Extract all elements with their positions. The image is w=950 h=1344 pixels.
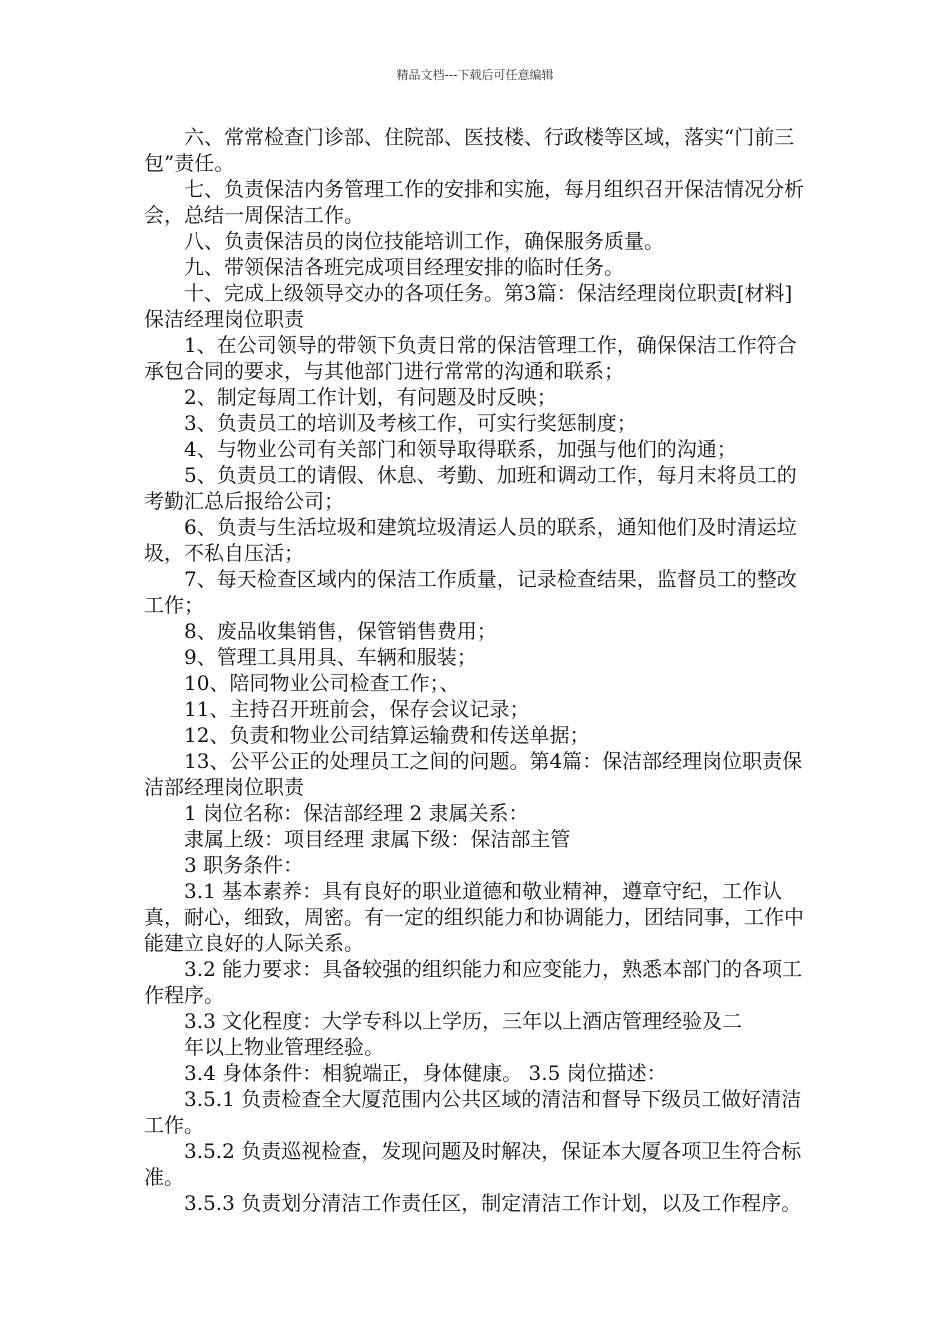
paragraph: 六、常常检查门诊部、住院部、医技楼、行政楼等区域，落实“门前三包”责任。 bbox=[144, 125, 795, 175]
paragraph: 年以上物业管理经验。 bbox=[184, 1035, 384, 1059]
paragraph: 九、带领保洁各班完成项目经理安排的临时任务。 bbox=[184, 255, 624, 279]
paragraph: 3.2 能力要求：具备较强的组织能力和应变能力，熟悉本部门的各项工作程序。 bbox=[144, 957, 803, 1007]
paragraph: 3.1 基本素养：具有良好的职业道德和敬业精神，遵章守纪，工作认真，耐心，细致，周密。有一定的组织能力和协调能力，团结同事，工作中能建立良好的人际关系。 bbox=[144, 879, 804, 955]
paragraph: 七、负责保洁内务管理工作的安排和实施，每月组织召开保洁情况分析会，总结一周保洁工作。 bbox=[144, 177, 804, 227]
paragraph: 12、负责和物业公司结算运输费和传送单据； bbox=[184, 723, 590, 747]
paragraph: 3 职务条件： bbox=[184, 853, 304, 877]
paragraph: 1、在公司领导的带领下负责日常的保洁管理工作，确保保洁工作符合承包合同的要求，与其他部门进行常常的沟通和联系； bbox=[144, 333, 797, 383]
paragraph: 3.3 文化程度：大学专科以上学历，三年以上酒店管理经验及二 bbox=[184, 1009, 743, 1033]
paragraph: 6、负责与生活垃圾和建筑垃圾清运人员的联系，通知他们及时清运垃圾，不私自压活； bbox=[144, 515, 797, 565]
paragraph: 十、完成上级领导交办的各项任务。第3篇：保洁经理岗位职责[材料]保洁经理岗位职责 bbox=[144, 281, 793, 331]
document-body bbox=[144, 124, 808, 1216]
paragraph: 7、每天检查区域内的保洁工作质量，记录检查结果，监督员工的整改工作； bbox=[144, 567, 797, 617]
paragraph: 2、制定每周工作计划，有问题及时反映； bbox=[184, 385, 557, 409]
paragraph: 3、负责员工的培训及考核工作，可实行奖惩制度； bbox=[184, 411, 637, 435]
paragraph: 13、公平公正的处理员工之间的问题。第4篇：保洁部经理岗位职责保洁部经理岗位职责 bbox=[144, 749, 803, 799]
paragraph: 5、负责员工的请假、休息、考勤、加班和调动工作，每月末将员工的考勤汇总后报给公司； bbox=[144, 463, 797, 513]
paragraph: 10、陪同物业公司检查工作；、 bbox=[184, 671, 460, 695]
paragraph: 1 岗位名称：保洁部经理 2 隶属关系： bbox=[184, 801, 529, 825]
paragraph: 隶属上级：项目经理 隶属下级：保洁部主管 bbox=[184, 827, 571, 851]
paragraph: 3.5.1 负责检查全大厦范围内公共区域的清洁和督导下级员工做好清洁工作。 bbox=[144, 1087, 802, 1137]
paragraph: 八、负责保洁员的岗位技能培训工作，确保服务质量。 bbox=[184, 229, 664, 253]
paragraph: 11、主持召开班前会，保存会议记录； bbox=[184, 697, 530, 721]
paragraph: 8、废品收集销售，保管销售费用； bbox=[184, 619, 497, 643]
paragraph: 4、与物业公司有关部门和领导取得联系，加强与他们的沟通； bbox=[184, 437, 737, 461]
paragraph: 3.5.3 负责划分清洁工作责任区，制定清洁工作计划，以及工作程序。 bbox=[184, 1191, 802, 1215]
paragraph: 3.4 身体条件：相貌端正，身体健康。 3.5 岗位描述： bbox=[184, 1061, 667, 1085]
paragraph: 9、管理工具用具、车辆和服装； bbox=[184, 645, 477, 669]
page-header: 精品文档---下载后可任意编辑 bbox=[396, 68, 554, 82]
paragraph: 3.5.2 负责巡视检查，发现问题及时解决，保证本大厦各项卫生符合标准。 bbox=[144, 1139, 802, 1189]
